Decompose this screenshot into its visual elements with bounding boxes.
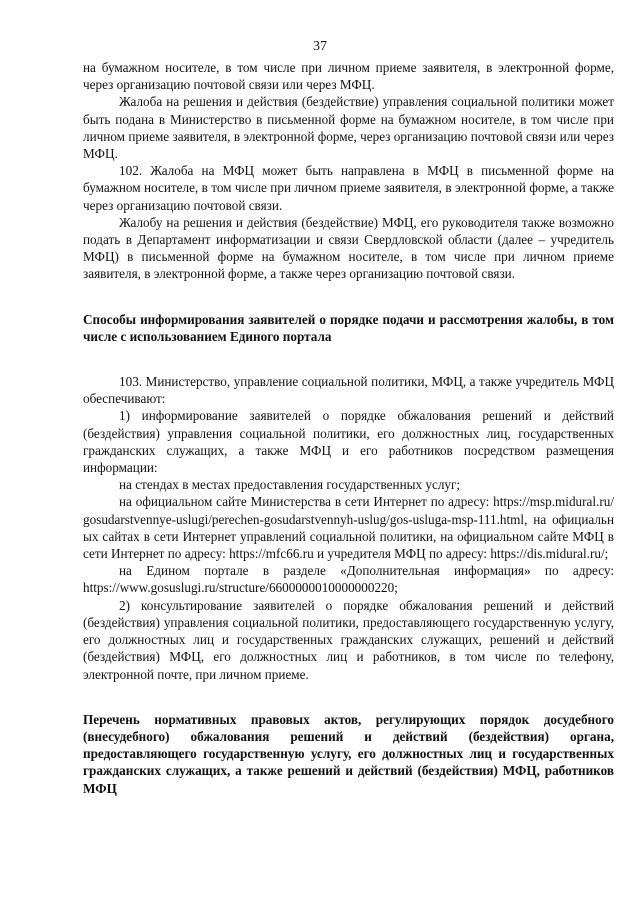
paragraph: на бумажном носителе, в том числе при личном приеме заявителя, в электронной форме, через организацию почтовой связи или через МФЦ. bbox=[83, 60, 614, 93]
paragraph-102: 102. Жалоба на МФЦ может быть направлена в МФЦ в письменной форме на бумажном носителе, в том числе при личном приеме заявителя, в электронной форме, а также через организацию почтовой связи. bbox=[83, 163, 614, 213]
paragraph: Жалобу на решения и действия (бездействие) МФЦ, его руководителя также возможно подать в Департамент информатизации и связи Свердловской области (далее – учредитель МФЦ) в письменной форме на бумажном носителе, в том числе при личном приеме заявителя, в электронной форме, а также через организацию почтовой связи. bbox=[83, 214, 614, 282]
paragraph-103: 103. Министерство, управление социальной политики, МФЦ, а также учредитель МФЦ обеспечивают: bbox=[83, 374, 614, 407]
list-item: 1) информирование заявителей о порядке обжалования решений и действий (бездействия) управления социальной политики, его должностных лиц, государственных гражданских служащих, а также МФЦ и его работников посредством размещения информации: bbox=[83, 408, 614, 476]
list-item: на официальном сайте Министерства в сети Интернет по адресу: https://msp.midural.ru/gosudarstvennye-uslugi/perechen-gosudarstvennyh-uslug/gos-usluga-msp-111.html, на официальных сайтах в сети Интернет управлений социальной политики, на официальном сайте МФЦ в сети Интернет по адресу: https://mfc66.ru и учредителя МФЦ по адресу: https://dis.midural.ru/; bbox=[83, 494, 614, 562]
paragraph: Жалоба на решения и действия (бездействие) управления социальной политики может быть подана в Министерство в письменной форме на бумажном носителе, в том числе при личном приеме заявителя, в электронной форме, через организацию почтовой связи или через МФЦ. bbox=[83, 94, 614, 162]
section-heading-informing: Способы информирования заявителей о порядке подачи и рассмотрения жалобы, в том числе с использованием Единого портала bbox=[83, 311, 614, 344]
page-number: 37 bbox=[313, 39, 327, 54]
list-item: 2) консультирование заявителей о порядке обжалования решений и действий (бездействия) управления социальной политики, предоставляющего государственную услугу, его должностных лиц и государственных гражданских служащих, решений и действий (бездействия) МФЦ, его должностных лиц и работников, в том числе по телефону, электронной почте, при личном приеме. bbox=[83, 597, 614, 682]
section-heading-normative-acts: Перечень нормативных правовых актов, регулирующих порядок досудебного (внесудебного) обжалования решений и действий (бездействия) органа, предоставляющего государственную услугу, его должностных лиц и государственных гражданских служащих, а также решений и действий (бездействия) МФЦ, работников МФЦ bbox=[83, 711, 614, 796]
list-item: на стендах в местах предоставления государственных услуг; bbox=[119, 477, 461, 493]
document-body bbox=[83, 59, 614, 797]
list-item: на Едином портале в разделе «Дополнительная информация» по адресу: https://www.gosuslugi.ru/structure/6600000010000000220; bbox=[83, 563, 614, 596]
